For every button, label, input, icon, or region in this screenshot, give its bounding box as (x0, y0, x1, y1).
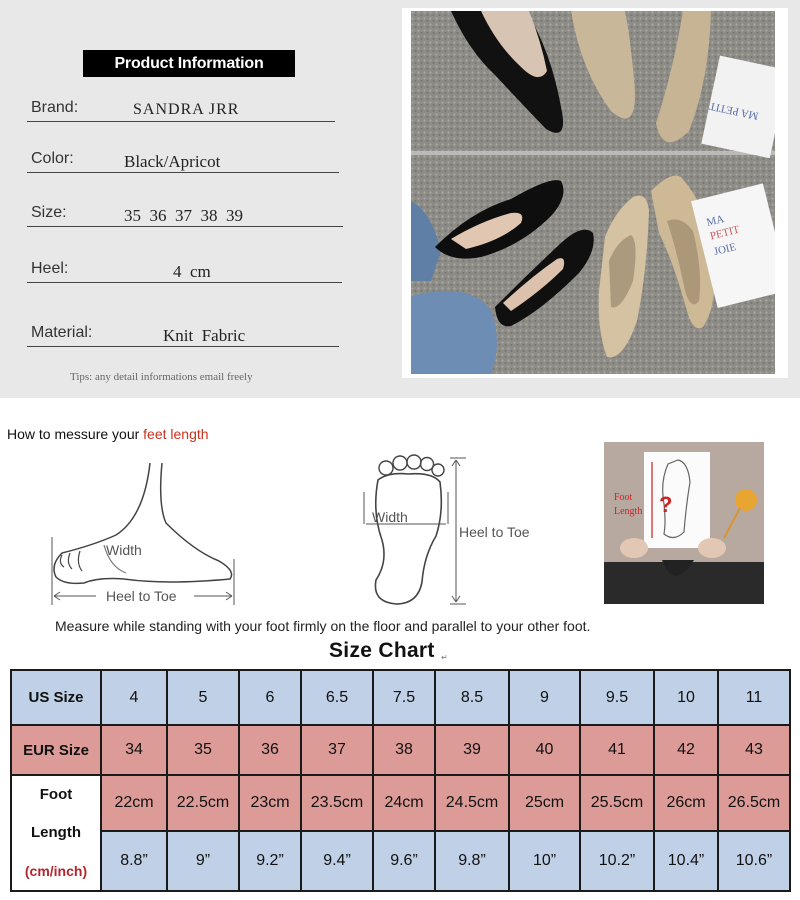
cm-cell: 25.5cm (580, 775, 654, 831)
cm-cell: 23cm (239, 775, 301, 831)
cm-cell: 24cm (373, 775, 435, 831)
foot-length-label (11, 775, 101, 891)
inch-cell: 9” (167, 831, 239, 891)
foot-length-label-1: Foot (614, 492, 633, 503)
side-heel-toe-label: Heel to Toe (106, 588, 177, 604)
us-size-cell: 8.5 (435, 670, 509, 725)
info-label: Heel: (31, 260, 69, 277)
info-underline (27, 121, 335, 122)
sole-width-label: Width (372, 509, 408, 525)
foot-label-unit: (cm/inch) (24, 863, 88, 879)
cm-cell: 22cm (101, 775, 167, 831)
return-mark: ↵ (441, 653, 448, 662)
measure-note: Measure while standing with your foot firmly on the floor and parallel to your other foot. (55, 618, 591, 634)
eur-size-cell: 36 (239, 725, 301, 775)
toe-3 (407, 455, 421, 469)
us-size-cell: 9 (509, 670, 580, 725)
foot-label-line1: Foot (39, 786, 73, 803)
info-value: Knit Fabric (163, 326, 246, 345)
cm-cell: 23.5cm (301, 775, 373, 831)
eur-size-cell: 35 (167, 725, 239, 775)
product-info-panel (0, 0, 800, 398)
us-size-cell: 4 (101, 670, 167, 725)
us-size-cell: 5 (167, 670, 239, 725)
svg-text:MA: MA (705, 213, 726, 229)
info-underline (27, 346, 339, 347)
sole-heel-toe-label: Heel to Toe (459, 524, 530, 540)
inch-cell: 9.8” (435, 831, 509, 891)
eur-size-cell: 37 (301, 725, 373, 775)
info-label: Color: (31, 150, 74, 167)
eur-size-cell: 39 (435, 725, 509, 775)
size-chart-title: Size Chart (329, 639, 435, 662)
info-value: 4 cm (173, 262, 211, 281)
eur-size-cell: 34 (101, 725, 167, 775)
toe-2 (393, 456, 407, 470)
foot-length-cm-row (11, 775, 790, 831)
svg-text:MA PETIT: MA PETIT (708, 99, 760, 122)
info-underline (27, 226, 343, 227)
product-photo (411, 11, 775, 374)
foot-side-diagram (44, 455, 249, 613)
measure-title (7, 426, 209, 442)
us-size-label: US Size (11, 670, 101, 725)
cm-cell: 26.5cm (718, 775, 790, 831)
cm-cell: 22.5cm (167, 775, 239, 831)
sole-outline (375, 474, 441, 604)
jeans-bottom (411, 291, 497, 374)
inch-cell: 10.6” (718, 831, 790, 891)
foot-length-label-2: Length (614, 506, 643, 517)
toes-outline (60, 551, 82, 571)
info-underline (27, 282, 342, 283)
info-label: Brand: (31, 99, 79, 116)
inch-cell: 9.2” (239, 831, 301, 891)
inch-cell: 9.6” (373, 831, 435, 891)
eur-size-row (11, 725, 790, 775)
eur-size-cell: 40 (509, 725, 580, 775)
svg-text:PETIT: PETIT (708, 223, 741, 243)
cm-cell: 25cm (509, 775, 580, 831)
info-value: SANDRA JRR (133, 101, 240, 118)
paper (644, 452, 710, 548)
hand-right (698, 538, 726, 558)
us-size-cell: 6 (239, 670, 301, 725)
foot-length-inch-row (11, 831, 790, 891)
size-chart-table (10, 669, 791, 892)
us-size-cell: 6.5 (301, 670, 373, 725)
us-size-cell: 9.5 (580, 670, 654, 725)
eur-size-label: EUR Size (11, 725, 101, 775)
eur-size-cell: 41 (580, 725, 654, 775)
info-tip: Tips: any detail informations email freely (70, 371, 253, 383)
info-underline (27, 172, 339, 173)
inch-cell: 10” (509, 831, 580, 891)
inch-cell: 10.2” (580, 831, 654, 891)
us-size-cell: 7.5 (373, 670, 435, 725)
us-size-cell: 11 (718, 670, 790, 725)
toe-5 (432, 464, 444, 476)
foot-outline (54, 463, 232, 583)
info-label: Material: (31, 324, 93, 341)
hand-left (620, 538, 648, 558)
cm-cell: 26cm (654, 775, 718, 831)
product-info-title: Product Information (83, 50, 295, 77)
info-value: 35 36 37 38 39 (124, 206, 243, 225)
inch-cell: 9.4” (301, 831, 373, 891)
info-value: Black/Apricot (124, 152, 221, 171)
us-size-row (11, 670, 790, 725)
lollipop (735, 489, 757, 511)
mirror-edge (411, 151, 775, 155)
info-label: Size: (31, 204, 67, 221)
eur-size-cell: 43 (718, 725, 790, 775)
foot-label-line2: Length (31, 824, 81, 841)
eur-size-cell: 38 (373, 725, 435, 775)
us-size-cell: 10 (654, 670, 718, 725)
toe-1 (379, 461, 393, 475)
side-width-label: Width (106, 542, 142, 558)
measuring-photo (604, 442, 764, 604)
cm-cell: 24.5cm (435, 775, 509, 831)
measure-title-text: How to messure your (7, 426, 144, 442)
measure-title-highlight: feet length (143, 426, 209, 442)
inch-cell: 8.8” (101, 831, 167, 891)
inch-cell: 10.4” (654, 831, 718, 891)
eur-size-cell: 42 (654, 725, 718, 775)
svg-text:JOIE: JOIE (712, 240, 738, 259)
question-mark: ? (659, 492, 673, 517)
foot-sole-diagram (352, 452, 552, 610)
